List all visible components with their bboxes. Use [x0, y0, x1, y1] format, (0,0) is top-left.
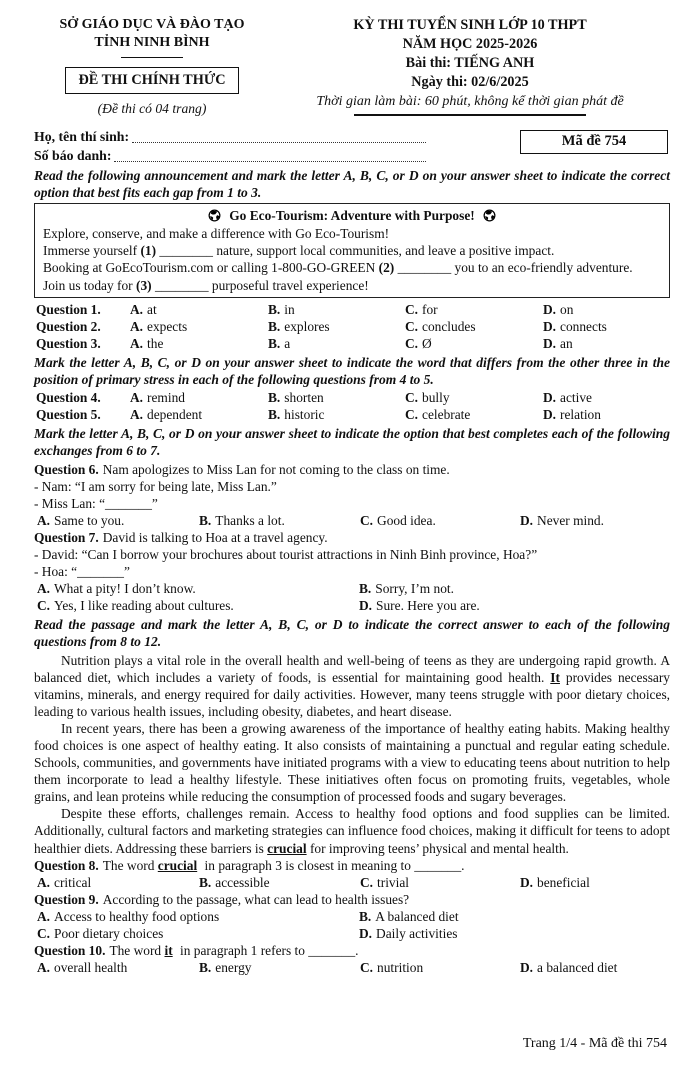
question-8-stem-text: in paragraph 3 is closest in meaning to _______. [201, 857, 465, 873]
gap3-number: (3) [135, 277, 152, 293]
question-4 [34, 389, 670, 406]
question-4-option-b: B. shorten [268, 390, 324, 406]
question-7-label: Question 7. [34, 529, 99, 545]
announcement-line-gap-2 [43, 259, 661, 276]
question-10-option-c: C. nutrition [360, 960, 424, 976]
question-6-stem-text: Nam apologizes to Miss Lan for not coming to the class on time. [102, 461, 450, 477]
question-9-options-row-2 [34, 925, 670, 942]
question-8-option-c: C. trivial [360, 874, 410, 890]
announcement-box [34, 203, 670, 297]
question-10-label: Question 10. [34, 943, 106, 959]
question-6-stem [34, 461, 670, 478]
question-8-stem-text: The word [102, 857, 158, 873]
exam-header [34, 16, 670, 118]
question-6-option-c: C. Good idea. [360, 512, 436, 528]
question-8-option-a: A. critical [37, 874, 92, 890]
question-6-option-b: B. Thanks a lot. [199, 512, 285, 528]
question-6-dialogue-2: - Miss Lan: “_______” [34, 495, 158, 511]
announcement-line-1: Explore, conserve, and make a difference with Go Eco-Tourism! [43, 226, 390, 242]
section-instruction-4: Read the passage and mark the letter A, B, C, or D to indicate the correct answer to each of the following questions from 8 to 12. [34, 617, 670, 650]
question-9-option-d: D. Daily activities [359, 926, 458, 942]
question-3-option-c: C. Ø [405, 335, 432, 351]
question-6-option-a: A. Same to you. [37, 512, 125, 528]
question-4-option-d: D. active [543, 390, 592, 406]
globe-icon [203, 208, 226, 223]
question-2-label: Question 2. [36, 318, 101, 334]
passage-paragraph-1 [34, 652, 670, 720]
question-3-option-d: D. an [543, 335, 573, 351]
announcement-title-text: Go Eco-Tourism: Adventure with Purpose! [229, 208, 475, 224]
question-7-stem [34, 529, 670, 546]
question-3-option-a: A. the [130, 335, 164, 351]
paragraph-3-text: Despite these efforts, challenges remain. Access to healthy food options and food supplies can be limited. Additionally, cultural factors and marketing strategies can influence food choices, making it difficult for teens to adopt healthier diets. Addressing these barriers is [34, 806, 670, 856]
exam-title: KỲ THI TUYỂN SINH LỚP 10 THPT [353, 17, 587, 33]
gap1-pre: Immerse yourself [43, 243, 141, 259]
question-9-stem [34, 891, 670, 908]
question-6-label: Question 6. [34, 461, 99, 477]
subject-line: Bài thi: TIẾNG ANH [405, 55, 535, 71]
question-9-option-b: B. A balanced diet [359, 908, 459, 924]
exam-title-block [270, 16, 670, 118]
passage-paragraph-3 [34, 805, 670, 856]
school-year: NĂM HỌC 2025-2026 [402, 36, 538, 52]
issuing-authority-block [34, 16, 270, 118]
candidate-section [34, 128, 670, 165]
candidate-number-label: Số báo danh: [34, 147, 112, 163]
question-2 [34, 318, 670, 335]
question-8-option-d: D. beneficial [520, 874, 590, 890]
gap3-post: ________ purposeful travel experience! [151, 277, 369, 293]
question-3-option-b: B. a [268, 335, 291, 351]
question-6-options [34, 512, 670, 529]
globe-icon [478, 208, 501, 223]
announcement-line-gap-3 [43, 277, 661, 294]
pages-note: (Đề thi có 04 trang) [97, 101, 207, 116]
question-7-options-row-2 [34, 597, 670, 614]
question-1-option-b: B. in [268, 301, 295, 317]
duration-note: Thời gian làm bài: 60 phút, không kể thời gian phát đề [316, 94, 624, 109]
candidate-name-label: Họ, tên thí sinh: [34, 129, 130, 144]
question-8-options [34, 874, 670, 891]
announcement-title [43, 207, 661, 224]
question-7-dialogue-2: - Hoa: “_______” [34, 564, 130, 580]
question-9-option-a: A. Access to healthy food options [37, 908, 220, 924]
question-10-stem [34, 942, 670, 959]
question-10-option-b: B. energy [199, 960, 252, 976]
question-8-label: Question 8. [34, 857, 99, 873]
paragraph-1-text: provides necessary vitamins, minerals, and energy required for daily activities. However, many teens struggle with poor dietary choices, leading to various health issues, including obesity, diabetes, and heart disease. [34, 669, 670, 719]
question-7-options-row-1 [34, 580, 670, 597]
dotted-fill-line [114, 147, 426, 162]
gap2-post: ________ you to an eco-friendly adventure. [394, 260, 633, 276]
paragraph-1-keyword: It [550, 669, 560, 685]
divider-line [121, 57, 183, 58]
question-10-options [34, 959, 670, 976]
dotted-fill-line [132, 128, 426, 143]
passage-paragraph-2: In recent years, there has been a growing awareness of the importance of healthy eating habits. Making healthy food choices is one aspect of healthy eating. It also consists of maintaining a punctual and regular eating schedule. Schools, communities, and governments have initiated programs with a view to educating teens about nutrition to help them incorporate to lead a healthy lifestyle. These initiatives often focus on promoting fruits, vegetables, whole grains, and lean proteins while reducing the consumption of processed foods and sugary beverages. [34, 720, 670, 805]
question-7-option-a: A. What a pity! I don’t know. [37, 581, 196, 597]
question-4-option-a: A. remind [130, 390, 185, 406]
divider-line [354, 114, 586, 116]
question-3-label: Question 3. [36, 335, 101, 351]
question-7-dialogue-1: - David: “Can I borrow your brochures about tourist attractions in Ninh Binh province, Hoa?” [34, 546, 538, 562]
question-4-option-c: C. bully [405, 390, 450, 406]
candidate-fields [34, 128, 426, 165]
paragraph-3-text: for improving teens’ physical and mental health. [306, 840, 569, 856]
question-7-option-d: D. Sure. Here you are. [359, 598, 480, 614]
authority-line2: TỈNH NINH BÌNH [94, 35, 210, 50]
question-1-label: Question 1. [36, 301, 101, 317]
question-7-stem-text: David is talking to Hoa at a travel agency. [102, 529, 328, 545]
authority-line1: SỞ GIÁO DỤC VÀ ĐÀO TẠO [59, 17, 245, 32]
question-10-option-d: D. a balanced diet [520, 960, 618, 976]
question-5 [34, 406, 670, 423]
question-2-option-a: A. expects [130, 318, 188, 334]
question-5-option-a: A. dependent [130, 407, 203, 423]
exam-date: Ngày thi: 02/6/2025 [411, 74, 529, 90]
question-1 [34, 301, 670, 318]
question-10-option-a: A. overall health [37, 960, 128, 976]
question-6-dialogue-1: - Nam: “I am sorry for being late, Miss Lan.” [34, 478, 277, 494]
paragraph-3-keyword: crucial [267, 840, 307, 856]
candidate-number-row [34, 147, 426, 166]
question-5-label: Question 5. [36, 407, 101, 423]
page-footer: Trang 1/4 - Mã đề thi 754 [522, 1035, 667, 1051]
gap1-post: ________ nature, support local communities, and leave a positive impact. [156, 243, 555, 259]
question-9-stem-text: According to the passage, what can lead to health issues? [102, 891, 410, 907]
question-5-option-b: B. historic [268, 407, 325, 423]
question-10-stem-text: in paragraph 1 refers to _______. [176, 943, 359, 959]
gap2-number: (2) [378, 260, 395, 276]
question-1-option-c: C. for [405, 301, 438, 317]
section-instruction-3: Mark the letter A, B, C, or D on your answer sheet to indicate the option that best completes each of the following exchanges from 6 to 7. [34, 426, 670, 459]
candidate-name-row [34, 128, 426, 147]
question-1-option-d: D. on [543, 301, 574, 317]
official-exam-stamp: ĐỀ THI CHÍNH THỨC [65, 67, 238, 94]
question-2-option-b: B. explores [268, 318, 330, 334]
question-10-keyword: it [164, 943, 173, 959]
gap3-pre: Join us today for [43, 277, 136, 293]
question-5-option-c: C. celebrate [405, 407, 471, 423]
gap2-pre: Booking at GoEcoTourism.com or calling 1-800-GO-GREEN [43, 260, 379, 276]
question-7-option-b: B. Sorry, I’m not. [359, 581, 455, 597]
question-3 [34, 335, 670, 352]
question-2-option-d: D. connects [543, 318, 607, 334]
paragraph-1-text: Nutrition plays a vital role in the overall health and well-being of teens as they are undergoing rapid growth. A balanced diet, which includes a variety of foods, is essential for maintaining good health. [34, 652, 670, 685]
question-2-option-c: C. concludes [405, 318, 476, 334]
exam-code-box: Mã đề 754 [520, 130, 668, 154]
question-1-option-a: A. at [130, 301, 157, 317]
question-8-stem [34, 857, 670, 874]
gap1-number: (1) [140, 243, 157, 259]
section-instruction-2: Mark the letter A, B, C, or D on your answer sheet to indicate the word that differs from the other three in the position of primary stress in each of the following questions from 4 to 5. [34, 354, 670, 388]
question-9-options-row-1 [34, 908, 670, 925]
question-10-stem-text: The word [109, 943, 165, 959]
question-8-option-b: B. accessible [199, 874, 270, 890]
question-7-option-c: C. Yes, I like reading about cultures. [37, 598, 234, 614]
question-5-option-d: D. relation [543, 407, 601, 423]
question-6-option-d: D. Never mind. [520, 512, 604, 528]
announcement-line-gap-1 [43, 242, 661, 259]
question-4-label: Question 4. [36, 390, 101, 406]
question-9-label: Question 9. [34, 891, 99, 907]
question-8-keyword: crucial [157, 857, 198, 873]
section-instruction-1: Read the following announcement and mark the letter A, B, C, or D on your answer sheet to indicate the correct option that best fits each gap from 1 to 3. [34, 168, 670, 201]
question-9-option-c: C. Poor dietary choices [37, 926, 164, 942]
